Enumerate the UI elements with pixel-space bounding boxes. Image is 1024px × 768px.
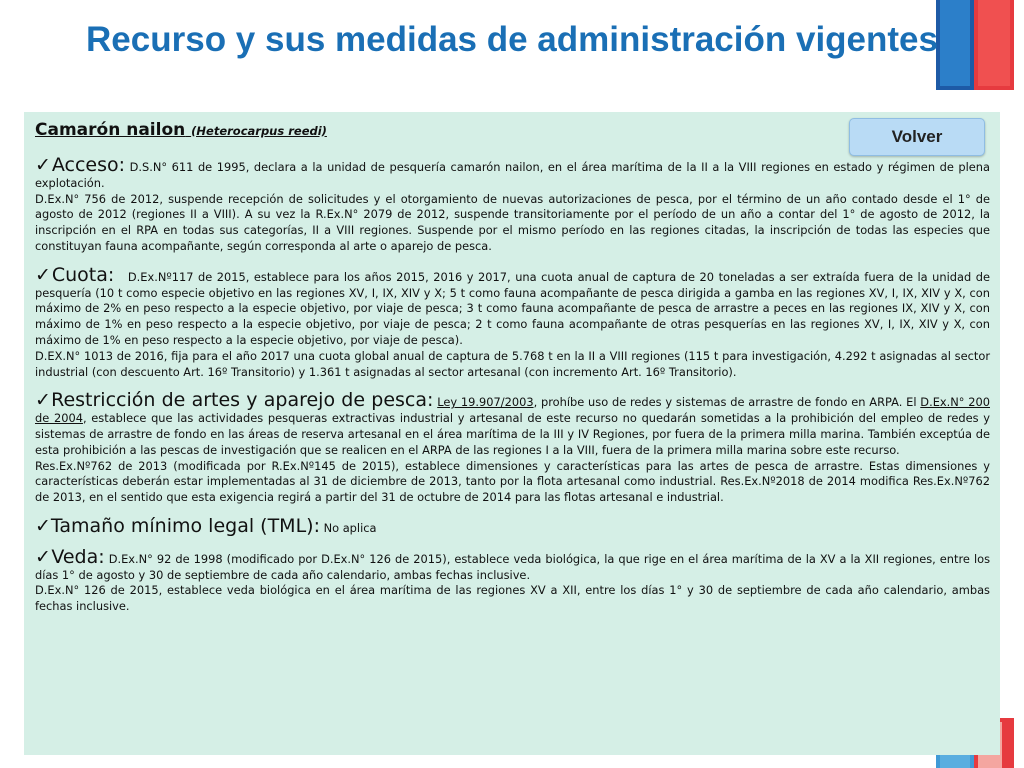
section-veda bbox=[35, 545, 991, 615]
section-cuota bbox=[35, 263, 991, 381]
tml-value: No aplica bbox=[323, 520, 377, 535]
veda-paragraph-1 bbox=[35, 545, 991, 584]
back-button[interactable]: Volver bbox=[849, 118, 985, 156]
cuota-text-2: D.EX.N° 1013 de 2016, fija para el año 2017 una cuota global anual de captura de 5.768 t en la II a VIII regiones (115 t para investigación, 4.292 t asignadas al sector industrial (con descuento Art. 16º Transitorio) y 1.361 t asignadas al sector artesanal (con incremento Art. 16º Transitorio). bbox=[35, 348, 990, 379]
content-panel bbox=[24, 112, 1000, 755]
cuota-label: Cuota: bbox=[51, 263, 115, 286]
tml-paragraph bbox=[35, 514, 990, 537]
resource-heading bbox=[35, 120, 990, 140]
decreto-link[interactable]: D.Ex.N° 200 de 2004 bbox=[35, 395, 990, 426]
check-icon: ✓ bbox=[35, 389, 52, 412]
ley-link[interactable]: Ley 19.907/2003 bbox=[437, 395, 534, 410]
check-icon: ✓ bbox=[35, 514, 51, 537]
veda-text-1: D.Ex.N° 92 de 1998 (modificado por D.Ex.N° 126 de 2015), establece veda biológica, la que rige en el área marítima de la XV a la XII regiones, entre los días 1° de agosto y 30 de septiembre de cada año calendario, ambas fechas inclusive. bbox=[35, 551, 991, 582]
acceso-text-1: D.S.N° 611 de 1995, declara a la unidad de pesquería camarón nailon, en el área marítima de la II a la VIII regiones en estado y régimen de plena explotación. bbox=[35, 160, 991, 190]
section-restriccion bbox=[35, 389, 990, 506]
restriccion-text-2: , establece que las actividades pesqueras extractivas industrial y artesanal de este recurso no quedarán sometidas a la prohibición del empleo de redes y sistemas de arrastre de fondo en las áreas de reserva artesanal en el área marítima de la III y IV Regiones, por fuera de la primera milla marina. También exceptúa de esta prohibición a las pescas de investigación que se realicen en el ARPA de las regiones I a la VIII, fuera de la primera milla marina sobre este recurso. bbox=[35, 411, 990, 457]
resource-name: Camarón nailon bbox=[35, 120, 186, 140]
restriccion-text-1: , prohíbe uso de redes y sistemas de arrastre de fondo en ARPA. El bbox=[533, 395, 921, 410]
cuota-paragraph-1 bbox=[35, 263, 991, 349]
acceso-label: Acceso: bbox=[51, 154, 126, 176]
section-tml bbox=[35, 514, 990, 537]
check-icon: ✓ bbox=[35, 263, 52, 286]
cuota-text-1: D.Ex.Nº117 de 2015, establece para los años 2015, 2016 y 2017, una cuota anual de captura de 20 toneladas a ser extraída fuera de la unidad de pesquería (10 t como especie objetivo en las regiones XV, I, IX, XIV y X; 5 t como fauna acompañante de pesca dirigida a gamba en las regiones XV, I, IX, XIV y X, con máximo de 2% en peso respecto a la especie objetivo, por viaje de pesca; 3 t como fauna acompañante de pesca de arrastre a peces en las regiones IX, XIV y X, con máximo de 1% en peso respecto a la especie objetivo, por viaje de pesca; 2 t como fauna acompañante de otras pesquerías en las regiones XV, I, IX, XIV y X, con máximo de 1% en peso respecto a la especie objetivo, por viaje de pesca). bbox=[35, 269, 991, 347]
scientific-name: (Heterocarpus reedi) bbox=[191, 124, 327, 138]
restriccion-label: Restricción de artes y aparejo de pesca: bbox=[51, 389, 434, 412]
veda-label: Veda: bbox=[51, 545, 105, 568]
veda-text-2: D.Ex.N° 126 de 2015, establece veda biológica en el área marítima de las regiones XV a XII, entre los días 1° y 30 de septiembre de cada año calendario, ambas fechas inclusive. bbox=[35, 583, 990, 614]
section-acceso bbox=[35, 154, 991, 255]
check-icon: ✓ bbox=[35, 545, 52, 568]
acceso-text-2: D.Ex.N° 756 de 2012, suspende recepción de solicitudes y el otorgamiento de nuevas autorizaciones de pesca, por el término de un año contado desde el 1° de agosto de 2012 (regiones II a VIII). A su vez la R.Ex.N° 2079 de 2012, suspende transitoriamente por el período de un año a contar del 1° de agosto de 2012, la inscripción en el RPA en todas sus categorías, II a VIII regiones. Suspende por el mismo período en las regiones citadas, la inscripción de todas las especies que constituyan fauna acompañante, según corresponda al arte o aparejo de pesca. bbox=[35, 191, 990, 253]
tml-label: Tamaño mínimo legal (TML): bbox=[50, 514, 320, 537]
acceso-paragraph-1 bbox=[35, 154, 991, 192]
restriccion-text-3: Res.Ex.Nº762 de 2013 (modificada por R.Ex.Nº145 de 2015), establece dimensiones y características para las artes de pesca de arrastre. Estas dimensiones y características deberán estar implementadas al 31 de diciembre de 2013, tanto por la flota artesanal como industrial. Res.Ex.Nº2018 de 2014 modifica Res.Ex.Nº762 de 2013, en el sentido que esta exigencia regirá a partir del 31 de octubre de 2014 para las flotas artesanal e industrial. bbox=[35, 458, 990, 505]
restriccion-paragraph-1 bbox=[35, 389, 990, 458]
page-title: Recurso y sus medidas de administración vigentes bbox=[86, 20, 938, 59]
check-icon: ✓ bbox=[35, 154, 52, 176]
